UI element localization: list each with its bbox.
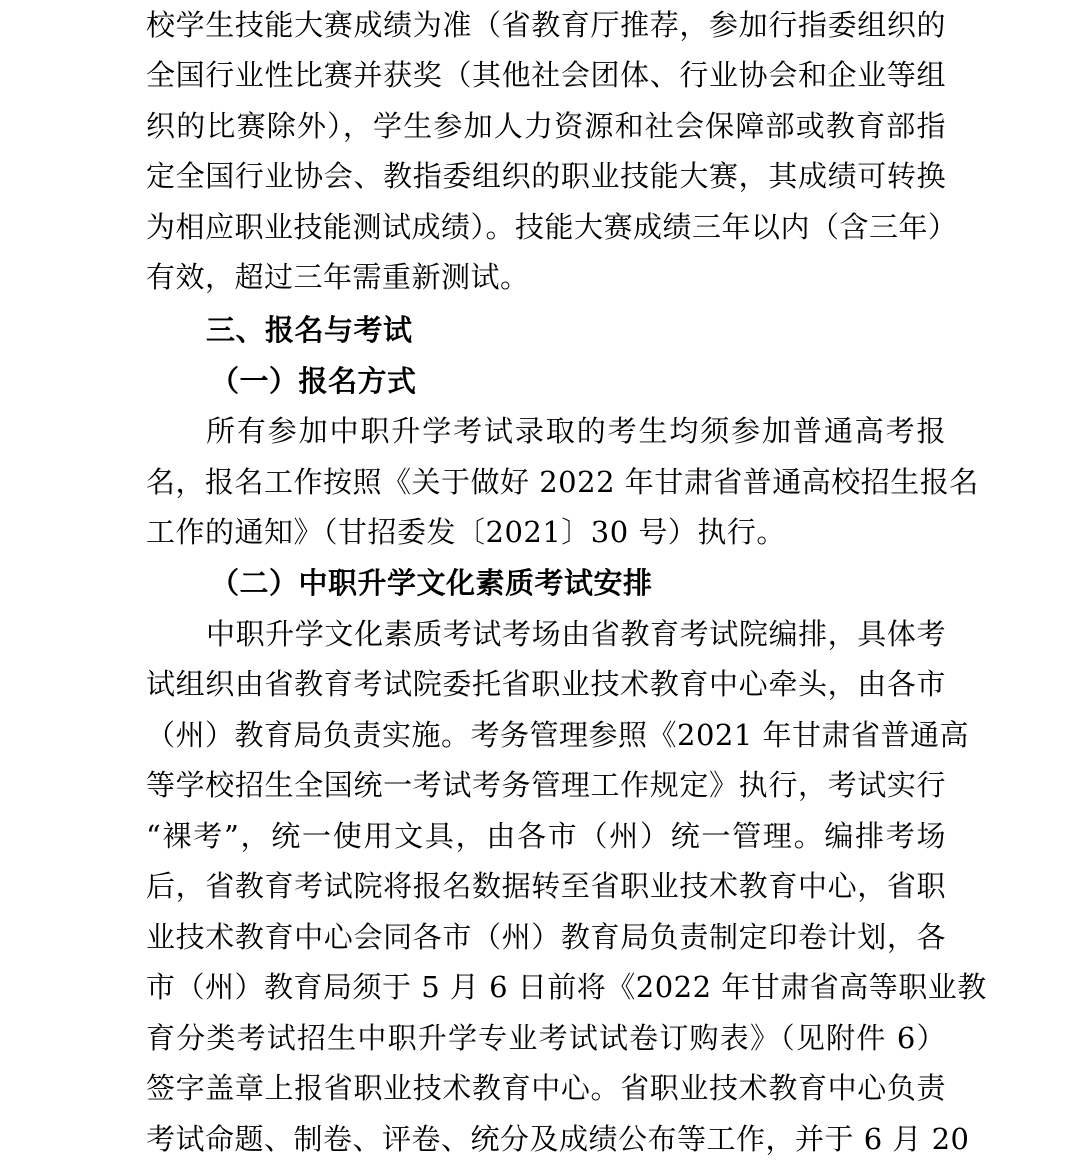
- body-text-line: 等学校招生全国统一考试考务管理工作规定》执行，考试实行: [146, 768, 946, 802]
- body-text-line: 有效，超过三年需重新测试。: [146, 260, 530, 294]
- body-text-line: “裸考”，统一使用文具，由各市（州）统一管理。编排考场: [146, 819, 946, 853]
- body-text-line: 试组织由省教育考试院委托省职业技术教育中心牵头，由各市: [146, 667, 946, 701]
- section-heading: 三、报名与考试: [206, 313, 413, 347]
- subsection-heading: （一）报名方式: [210, 364, 417, 398]
- body-text-line: 考试命题、制卷、评卷、统分及成绩公布等工作，并于 6 月 20: [146, 1122, 970, 1156]
- body-text-line: 签字盖章上报省职业技术教育中心。省职业技术教育中心负责: [146, 1071, 946, 1105]
- body-text-line: 全国行业性比赛并获奖（其他社会团体、行业协会和企业等组: [146, 58, 946, 92]
- body-text-line: 育分类考试招生中职升学专业考试试卷订购表》（见附件 6）: [146, 1021, 946, 1055]
- body-text-line: 后，省教育考试院将报名数据转至省职业技术教育中心，省职: [146, 869, 946, 903]
- body-text-line: 市（州）教育局须于 5 月 6 日前将《2022 年甘肃省高等职业教: [146, 970, 987, 1004]
- body-text-line: 名，报名工作按照《关于做好 2022 年甘肃省普通高校招生报名: [146, 465, 979, 499]
- body-text-line: （州）教育局负责实施。考务管理参照《2021 年甘肃省普通高: [146, 718, 970, 752]
- subsection-heading: （二）中职升学文化素质考试安排: [210, 566, 653, 600]
- body-text-line: 校学生技能大赛成绩为准（省教育厅推荐，参加行指委组织的: [146, 8, 946, 42]
- paragraph-first-line: 所有参加中职升学考试录取的考生均须参加普通高考报: [206, 414, 946, 448]
- paragraph-first-line: 中职升学文化素质考试考场由省教育考试院编排，具体考: [206, 617, 946, 651]
- body-text-line: 工作的通知》（甘招委发〔2021〕30 号）执行。: [146, 515, 786, 549]
- body-text-line: 业技术教育中心会同各市（州）教育局负责制定印卷计划，各: [146, 920, 946, 954]
- body-text-line: 织的比赛除外），学生参加人力资源和社会保障部或教育部指: [146, 109, 946, 143]
- body-text-line: 为相应职业技能测试成绩）。技能大赛成绩三年以内（含三年）: [146, 210, 958, 244]
- body-text-line: 定全国行业协会、教指委组织的职业技能大赛，其成绩可转换: [146, 159, 946, 193]
